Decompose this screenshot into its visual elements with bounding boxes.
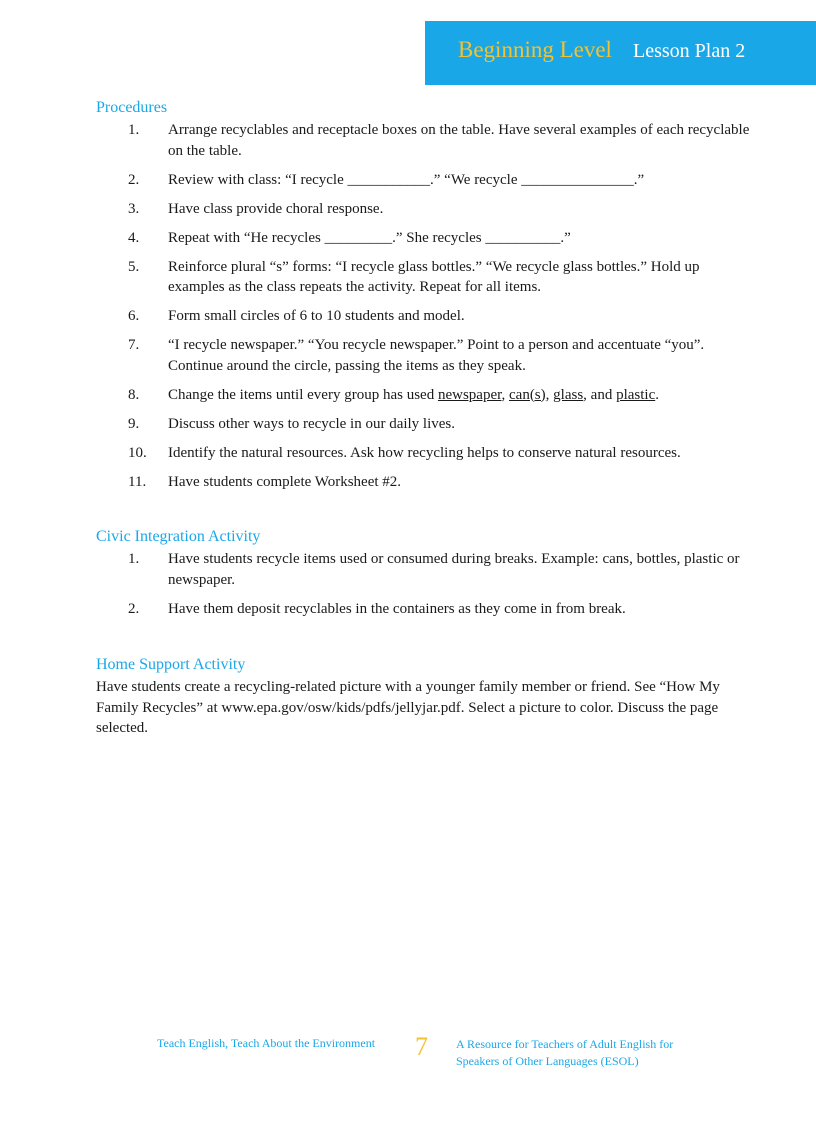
separator: , bbox=[545, 386, 554, 403]
list-item bbox=[0, 199, 816, 220]
item-text: “I recycle newspaper.” “You recycle newspaper.” Point to a person and accentuate “you”. Continue around the circle, passing the items as they speak. bbox=[168, 337, 705, 374]
item-number: 2. bbox=[128, 171, 140, 188]
item-text: Have them deposit recyclables in the containers as they come in from break. bbox=[168, 600, 626, 617]
item-text-end: . bbox=[655, 386, 659, 403]
procedures-list bbox=[0, 120, 816, 492]
item-number: 8. bbox=[128, 386, 140, 403]
list-item bbox=[0, 170, 816, 191]
civic-heading: Civic Integration Activity bbox=[96, 528, 261, 545]
underlined-word-newspaper: newspaper bbox=[437, 386, 502, 403]
list-item bbox=[0, 414, 816, 435]
item-number: 2. bbox=[128, 600, 140, 617]
item-text: Arrange recyclables and receptacle boxes on the table. Have several examples of each recyclable on the table. bbox=[168, 122, 750, 159]
item-text: Have students recycle items used or consumed during breaks. Example: cans, bottles, plastic or newspaper. bbox=[168, 551, 740, 588]
item-text: Repeat with “He recycles _________.” She recycles __________.” bbox=[168, 229, 571, 246]
underlined-word-glass: glass bbox=[553, 386, 584, 403]
item-text: Reinforce plural “s” forms: “I recycle glass bottles.” “We recycle glass bottles.” Hold up examples as the class repeats the activity. Repeat for all items. bbox=[168, 258, 700, 295]
list-item bbox=[0, 228, 816, 249]
item-text bbox=[168, 385, 758, 406]
item-text: Identify the natural resources. Ask how recycling helps to conserve natural resources. bbox=[168, 444, 681, 461]
footer-title: Teach English, Teach About the Environment bbox=[157, 1036, 376, 1050]
item-text-part: Change the items until every group has used bbox=[168, 386, 438, 403]
item-number: 3. bbox=[128, 200, 140, 217]
list-item bbox=[0, 120, 816, 161]
list-item bbox=[0, 443, 816, 464]
item-number: 1. bbox=[128, 551, 140, 567]
lesson-plan-title: Lesson Plan 2 bbox=[633, 40, 746, 62]
item-text: Review with class: “I recycle ___________.” “We recycle _______________.” bbox=[168, 171, 645, 188]
item-number: 1. bbox=[128, 122, 140, 138]
list-item bbox=[0, 306, 816, 327]
list-item bbox=[0, 599, 816, 620]
separator: , and bbox=[583, 386, 617, 403]
procedures-heading: Procedures bbox=[96, 99, 168, 116]
list-item bbox=[0, 549, 816, 590]
item-number: 4. bbox=[128, 229, 140, 246]
home-support-text: Have students create a recycling-related picture with a younger family member or friend. See “How My Family Recycles” at www.epa.gov/osw/kids/pdfs/jellyjar.pdf. Select a picture to color. Discuss the page selected. bbox=[96, 679, 720, 736]
item-text: Have students complete Worksheet #2. bbox=[168, 473, 402, 490]
header-banner bbox=[425, 21, 816, 85]
item-number: 5. bbox=[128, 258, 140, 275]
list-item bbox=[0, 385, 816, 406]
list-item bbox=[0, 257, 816, 298]
level-title: Beginning Level bbox=[458, 37, 612, 62]
civic-list bbox=[0, 549, 816, 619]
item-number: 9. bbox=[128, 415, 140, 432]
separator: , bbox=[501, 386, 509, 403]
home-support-heading: Home Support Activity bbox=[96, 656, 246, 673]
item-text: Have class provide choral response. bbox=[168, 200, 384, 217]
item-text: Discuss other ways to recycle in our daily lives. bbox=[168, 415, 456, 432]
item-number: 6. bbox=[128, 308, 140, 324]
item-number: 10. bbox=[128, 444, 147, 461]
item-number: 7. bbox=[128, 337, 140, 353]
underlined-word-plastic: plastic bbox=[616, 386, 656, 403]
list-item bbox=[0, 335, 816, 376]
item-text: Form small circles of 6 to 10 students and model. bbox=[168, 308, 465, 324]
page-number: 7 bbox=[415, 1032, 428, 1061]
item-number: 11. bbox=[128, 473, 147, 490]
footer-subtitle: A Resource for Teachers of Adult English for Speakers of Other Languages (ESOL) bbox=[456, 1037, 674, 1068]
underlined-word-cans: can(s) bbox=[509, 386, 546, 403]
list-item bbox=[0, 472, 816, 493]
